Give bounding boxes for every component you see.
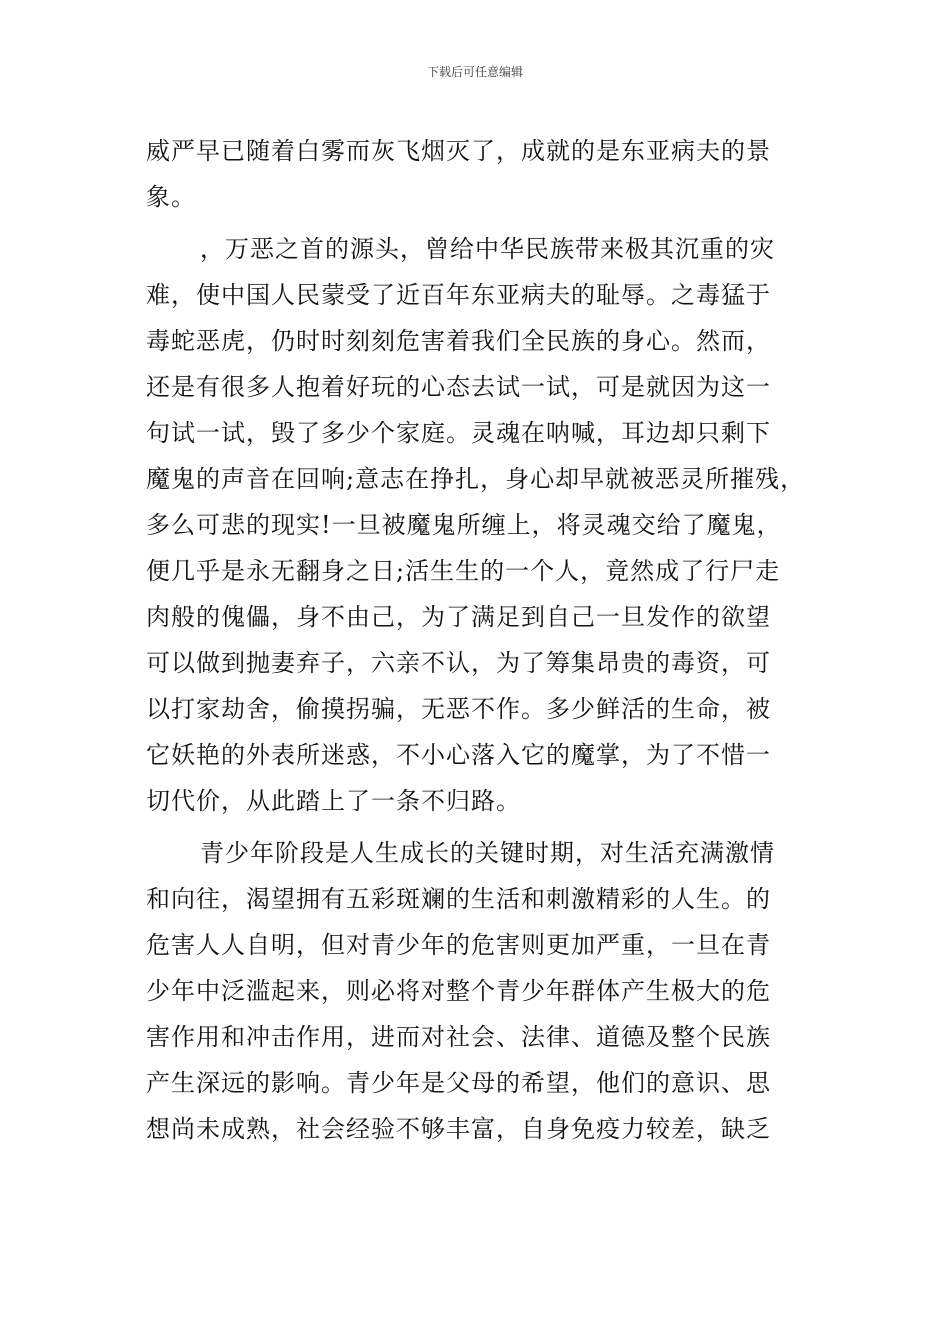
text-line: 句试一试，毁了多少个家庭。灵魂在呐喊，耳边却只剩下	[146, 419, 771, 447]
text-line: 肉般的傀儡，身不由己，为了满足到自己一旦发作的欲望	[146, 603, 771, 631]
text-line: 青少年阶段是人生成长的关键时期，对生活充满激情	[200, 839, 775, 867]
page-header: 下载后可任意编辑	[426, 65, 523, 79]
text-line: 以打家劫舍，偷摸拐骗，无恶不作。多少鲜活的生命，被	[146, 695, 771, 723]
paragraph	[146, 128, 806, 220]
text-line: 毒蛇恶虎，仍时时刻刻危害着我们全民族的身心。然而，	[146, 327, 771, 355]
text-line: 难，使中国人民蒙受了近百年东亚病夫的耻辱。之毒猛于	[146, 281, 771, 309]
text-line: 产生深远的影响。青少年是父母的希望，他们的意识、思	[146, 1069, 771, 1097]
text-line: 还是有很多人抱着好玩的心态去试一试，可是就因为这一	[146, 373, 771, 401]
paragraph	[146, 226, 806, 824]
text-line: 危害人人自明，但对青少年的危害则更加严重，一旦在青	[146, 931, 771, 959]
text-line: 少年中泛滥起来，则必将对整个青少年群体产生极大的危	[146, 977, 771, 1005]
text-line: 它妖艳的外表所迷惑，不小心落入它的魔掌，为了不惜一	[146, 741, 771, 769]
text-line: 象。	[146, 183, 196, 211]
body-text	[146, 128, 806, 1152]
text-line: 便几乎是永无翻身之日;活生生的一个人，竟然成了行尸走	[146, 557, 781, 585]
text-line: 可以做到抛妻弃子，六亲不认，为了筹集昂贵的毒资，可	[146, 649, 771, 677]
text-line: 魔鬼的声音在回响;意志在挣扎，身心却早就被恶灵所摧残，	[146, 465, 806, 493]
text-line: 和向往，渴望拥有五彩斑斓的生活和刺激精彩的人生。的	[146, 885, 771, 913]
text-line: 切代价，从此踏上了一条不归路。	[146, 787, 521, 815]
text-line: ，万恶之首的源头，曾给中华民族带来极其沉重的灾	[200, 235, 775, 263]
text-line: 想尚未成熟，社会经验不够丰富，自身免疫力较差，缺乏	[146, 1115, 771, 1143]
text-line: 害作用和冲击作用，进而对社会、法律、道德及整个民族	[146, 1023, 771, 1051]
paragraph	[146, 830, 806, 1152]
text-line: 多么可悲的现实!一旦被魔鬼所缠上，将灵魂交给了魔鬼，	[146, 511, 782, 539]
text-line: 威严早已随着白雾而灰飞烟灭了，成就的是东亚病夫的景	[146, 137, 771, 165]
